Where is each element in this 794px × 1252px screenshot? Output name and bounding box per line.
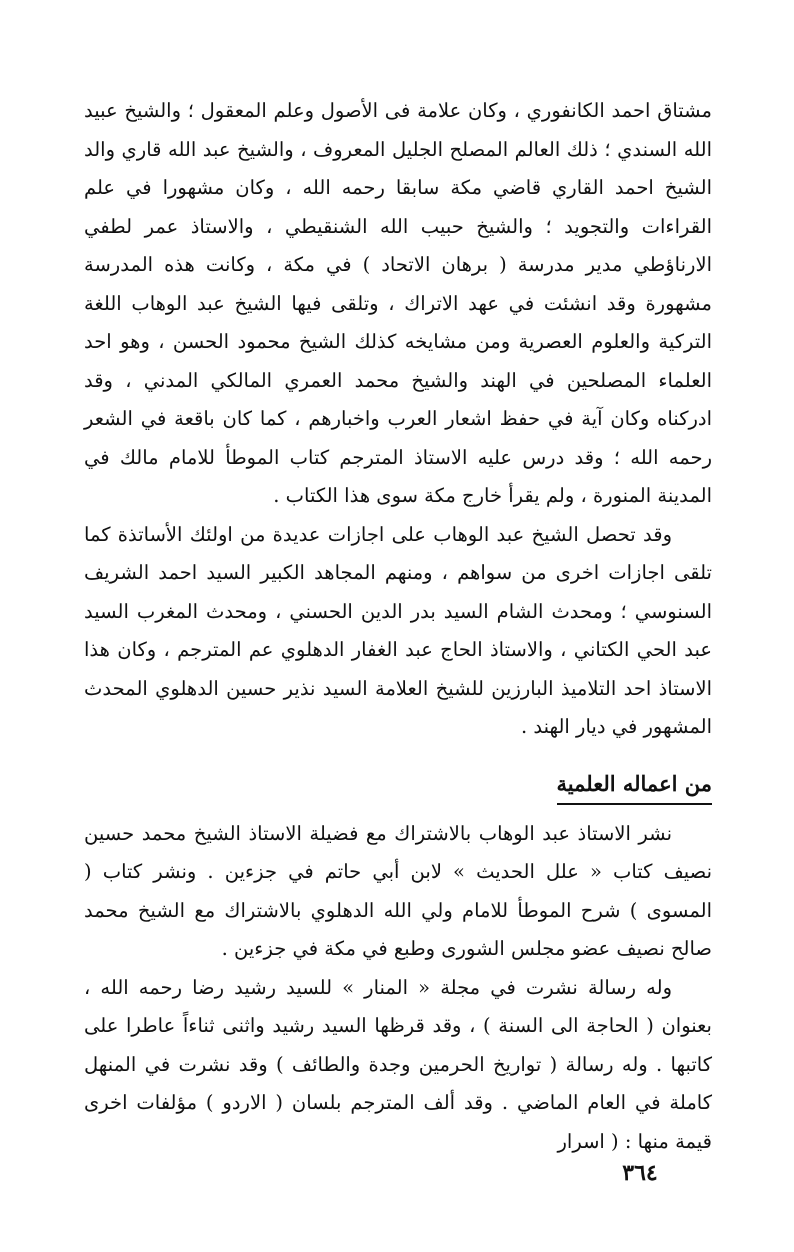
paragraph-risala: وله رسالة نشرت في مجلة « المنار » للسيد رشيد رضا رحمه الله ، بعنوان ( الحاجة الى السنة ) ، وقد قرظها السيد رشيد واثنى ثناءاً عاطرا على كاتبها . وله رسالة ( تواريخ الحرمين وجدة والطائف ) وقد نشرت في المنهل كاملة في العام الماضي . وقد ألف المترجم بلسان ( الاردو ) مؤلفات اخرى قيمة منها : ( اسرار [84, 975, 712, 1153]
page-number: ٣٦٤ [622, 1160, 658, 1186]
section-heading: من اعماله العلمية [557, 769, 712, 805]
paragraph-ijazat: وقد تحصل الشيخ عبد الوهاب على اجازات عديدة من اولئك الأساتذة كما تلقى اجازات اخرى من سواهم ، ومنهم المجاهد الكبير السيد احمد الشريف السنوسي ؛ ومحدث الشام السيد بدر الدين الحسني ، ومحدث المغرب السيد عبد الحي الكتاني ، والاستاذ الحاج عبد الغفار الدهلوي عم المترجم ، وكان هذا الاستاذ احد التلاميذ البارزين للشيخ العلامة السيد نذير حسين الدهلوي المحدث المشهور في ديار الهند . [84, 522, 712, 738]
paragraph-teachers: مشتاق احمد الكانفوري ، وكان علامة فى الأصول وعلم المعقول ؛ والشيخ عبيد الله السندي ؛ ذلك العالم المصلح الجليل المعروف ، والشيخ عبد الله قاري والد الشيخ احمد القاري قاضي مكة سابقا رحمه الله ، وكان مشهورا في علم القراءات والتجويد ؛ والشيخ حبيب الله الشنقيطي ، والاستاذ عمر لطفي الارناؤطي مدير مدرسة ( برهان الاتحاد ) في مكة ، وكانت هذه المدرسة مشهورة وقد انشئت في عهد الاتراك ، وتلقى فيها الشيخ عبد الوهاب اللغة التركية والعلوم العصرية ومن مشايخه كذلك الشيخ محمود الحسن ، وهو احد العلماء المصلحين في الهند والشيخ محمد العمري المالكي المدني ، وقد ادركناه وكان آية في حفظ اشعار العرب واخبارهم ، كما كان باقعة في الشعر رحمه الله ؛ وقد درس عليه الاستاذ المترجم كتاب الموطأ للامام مالك في المدينة المنورة ، ولم يقرأ خارج مكة سوى هذا الكتاب . [84, 99, 712, 507]
section-heading-wrapper [84, 747, 712, 815]
paragraph-publications: نشر الاستاذ عبد الوهاب بالاشتراك مع فضيلة الاستاذ الشيخ محمد حسين نصيف كتاب « علل الحديث » لابن أبي حاتم في جزءين . ونشر كتاب ( المسوى ) شرح الموطأ للامام ولي الله الدهلوي بالاشتراك مع الشيخ محمد صالح نصيف عضو مجلس الشورى وطبع في مكة في جزءين . [84, 821, 712, 960]
document-page [84, 92, 712, 1161]
